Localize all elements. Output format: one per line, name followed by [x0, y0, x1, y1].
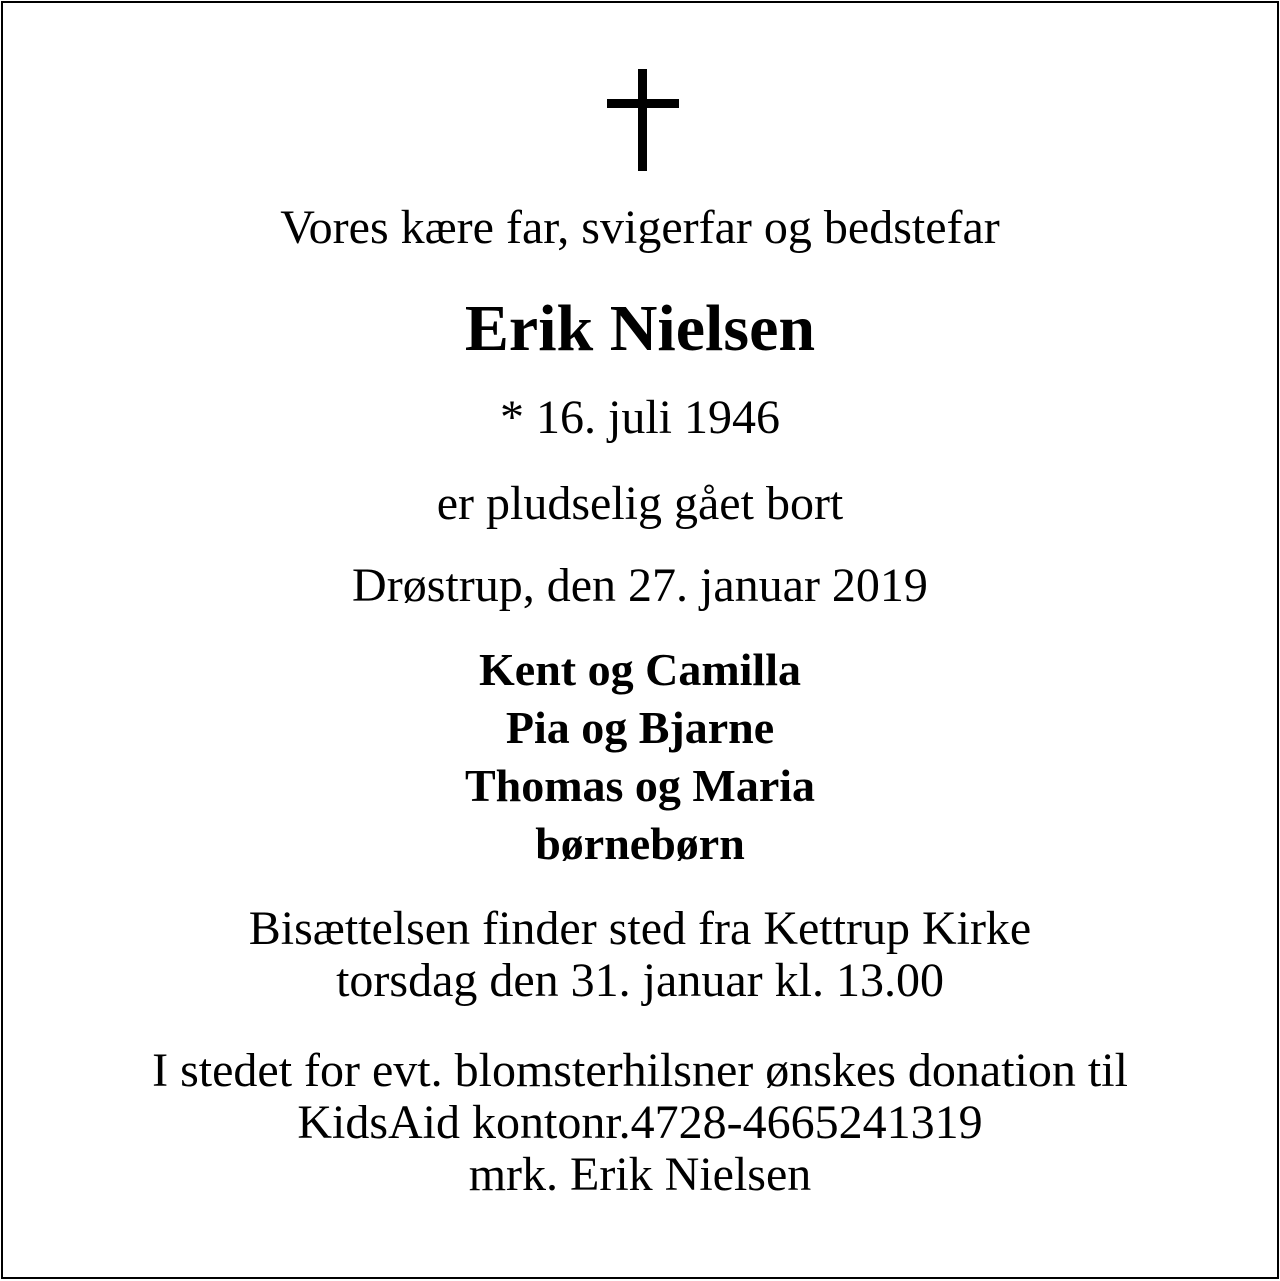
donation-info	[3, 1045, 1277, 1201]
donation-line: mrk. Erik Nielsen	[468, 1148, 812, 1201]
donation-line: KidsAid kontonr.4728-4665241319	[297, 1096, 983, 1149]
cross-icon	[607, 69, 679, 171]
family-list	[3, 641, 1277, 873]
obituary-notice	[1, 1, 1279, 1279]
place-date: Drøstrup, den 27. januar 2019	[352, 559, 928, 612]
deceased-name: Erik Nielsen	[464, 292, 816, 365]
family-member: Pia og Bjarne	[505, 702, 775, 753]
funeral-line: torsdag den 31. januar kl. 13.00	[336, 954, 944, 1007]
family-member: Kent og Camilla	[479, 644, 801, 695]
donation-line: I stedet for evt. blomsterhilsner ønskes donation til	[152, 1044, 1128, 1097]
funeral-line: Bisættelsen finder sted fra Kettrup Kirke	[248, 902, 1032, 955]
passing-text: er pludselig gået bort	[436, 477, 844, 530]
intro-text: Vores kære far, svigerfar og bedstefar	[280, 201, 1000, 254]
family-member: børnebørn	[535, 818, 745, 869]
family-member: Thomas og Maria	[464, 760, 816, 811]
birth-date: * 16. juli 1946	[499, 391, 780, 444]
funeral-info	[3, 903, 1277, 1007]
